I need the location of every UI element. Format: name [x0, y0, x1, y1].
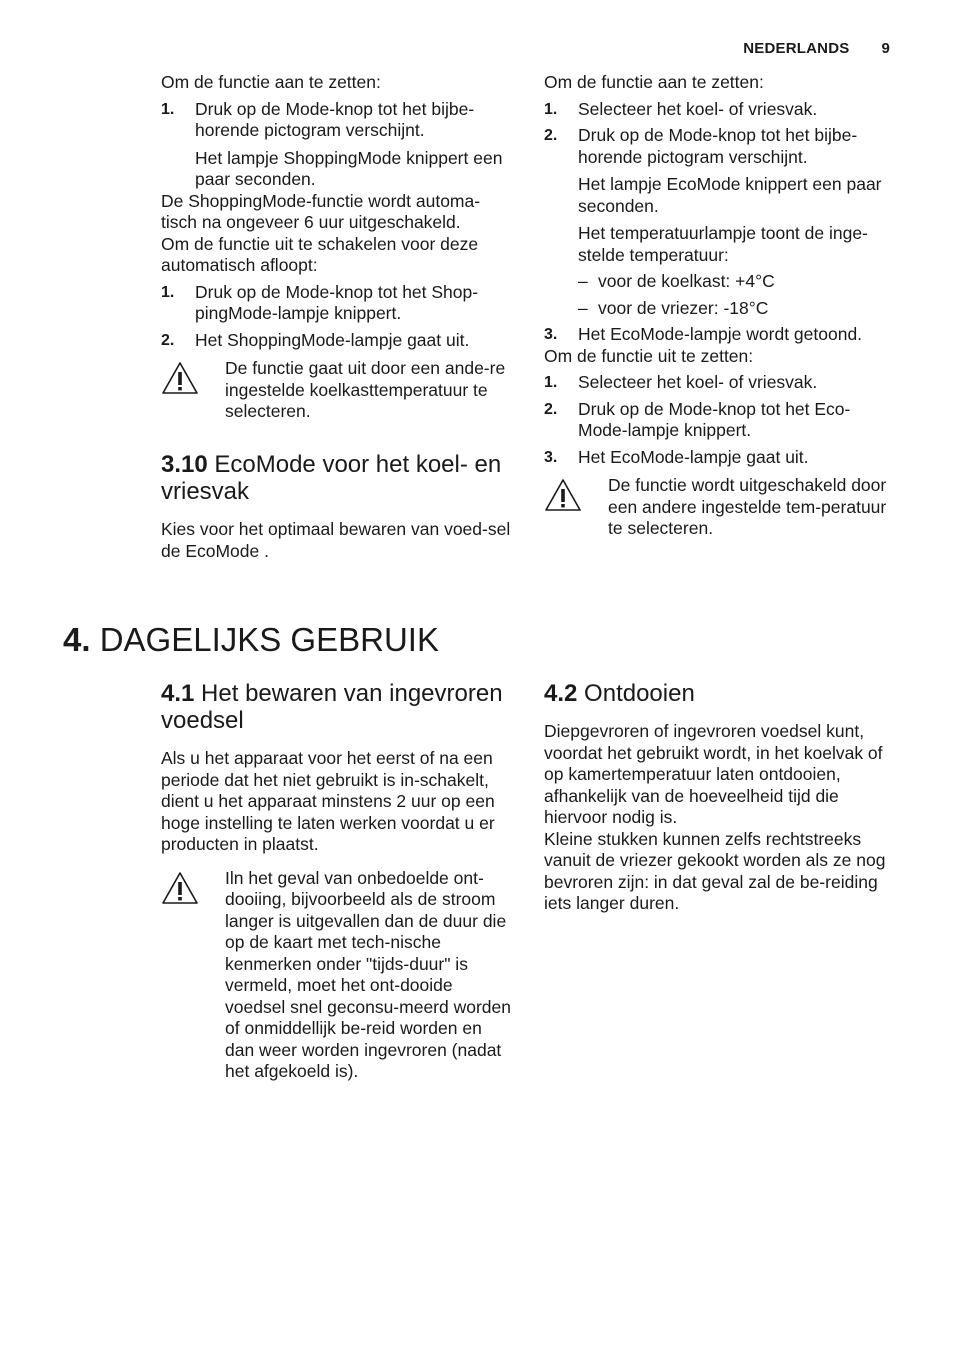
intro-on: Om de functie aan te zetten: [161, 72, 381, 92]
dash-item [544, 298, 894, 320]
step-text: Het EcoMode-lampje gaat uit. [578, 446, 809, 467]
list-item [161, 99, 513, 142]
dash-item [544, 271, 894, 293]
warning-text: De functie wordt uitgeschakeld door een andere ingestelde tem-peratuur te selecteren. [608, 475, 887, 538]
list-item [544, 324, 894, 346]
step-number: 3. [544, 448, 558, 466]
step-text: Druk op de Mode-knop tot het Eco-Mode-lampje knippert. [578, 398, 851, 440]
step-note: Het lampje ShoppingMode knippert een paar seconden. [195, 147, 503, 189]
step-number: 1. [544, 100, 558, 118]
section-number: 4.2 [544, 680, 578, 707]
dash-mark: – [578, 271, 588, 291]
section-heading [161, 680, 513, 734]
warning-icon [544, 475, 608, 540]
step-text: Selecteer het koel- of vriesvak. [578, 372, 818, 392]
left-top-column [161, 72, 513, 423]
section-title: Ontdooien [584, 680, 695, 707]
step-number: 3. [544, 326, 558, 343]
warning-box [544, 475, 894, 540]
step-text: Selecteer het koel- of vriesvak. [578, 98, 818, 119]
step-number: 1. [161, 283, 175, 301]
section-number: 3.10 [161, 451, 208, 478]
chapter-number: 4. [63, 621, 91, 658]
section-heading [544, 680, 894, 707]
intro-on: Om de functie aan te zetten: [544, 72, 764, 92]
step-number: 2. [544, 127, 558, 144]
step-number: 1. [161, 100, 175, 118]
list-item [544, 447, 894, 469]
dash-mark: – [578, 297, 588, 318]
section-title: Het bewaren van ingevroren voedsel [161, 680, 503, 734]
list-item [544, 399, 894, 442]
section-heading [161, 451, 513, 505]
section-3-10 [161, 451, 513, 562]
warning-icon [161, 358, 225, 423]
right-top-column [544, 72, 894, 540]
section-4-1 [161, 680, 513, 1083]
intro-off: Om de functie uit te schakelen voor deze automatisch afloopt: [161, 233, 479, 275]
warning-icon [161, 868, 225, 1083]
list-item [544, 125, 894, 168]
section-body: Als u het apparaat voor het eerst of na een periode dat het niet gebruikt is in-schakelt, dient u het apparaat minstens 2 uur op een hoge instelling te laten werken voordat u er producten in plaatst. [161, 748, 495, 854]
step-number: 2. [161, 331, 175, 349]
page-number: 9 [881, 40, 890, 57]
section-body: Diepgevroren of ingevroren voedsel kunt, voordat het gebruikt wordt, in het koelvak of op kamertemperatuur laten ontdooien, afhankelijk van de hoeveelheid tijd die hiervoor nodig is. [544, 721, 883, 827]
warning-text: Iln het geval van onbedoelde ont-dooiing, bijvoorbeeld als de stroom langer is uitgevallen dan de duur die op de kaart met tech-nische kenmerken onder "tijds-duur" is vermeld, moet het ont-dooide voedsel snel geconsu-meerd worden of onmiddellijk be-reid worden en dan weer worden ingevroren (nadat het afgekoeld is). [225, 867, 511, 1081]
chapter-title-text: DAGELIJKS GEBRUIK [99, 621, 439, 658]
dash-text: voor de koelkast: +4°C [598, 271, 775, 291]
page-header [743, 38, 890, 60]
step-text: Het ShoppingMode-lampje gaat uit. [195, 329, 470, 350]
step-note: Het temperatuurlampje toont de inge-stelde temperatuur: [578, 223, 868, 265]
list-item [161, 330, 513, 352]
section-body: Kleine stukken kunnen zelfs rechtstreeks vanuit de vriezer gekookt worden als ze nog bevroren zijn: in dat geval zal de be-reiding iets langer duren. [544, 828, 886, 913]
dash-text: voor de vriezer: -18°C [598, 297, 769, 318]
section-title: EcoMode voor het koel- en vriesvak [161, 451, 502, 505]
step-note: Het lampje EcoMode knippert een paar seconden. [578, 174, 882, 216]
auto-off-text: De ShoppingMode-functie wordt automa-tisch na ongeveer 6 uur uitgeschakeld. [161, 190, 481, 232]
warning-text: De functie gaat uit door een ande-re ingestelde koelkasttemperatuur te selecteren. [225, 358, 506, 421]
step-text: Druk op de Mode-knop tot het Shop-pingMode-lampje knippert. [195, 281, 479, 323]
section-number: 4.1 [161, 680, 195, 707]
chapter-title [63, 620, 439, 660]
step-number: 2. [544, 400, 558, 418]
list-item [544, 372, 894, 394]
step-number: 1. [544, 374, 558, 391]
header-language: NEDERLANDS [743, 40, 850, 57]
step-text: Het EcoMode-lampje wordt getoond. [578, 324, 863, 344]
warning-box [161, 868, 513, 1083]
section-body: Kies voor het optimaal bewaren van voed-sel de EcoMode . [161, 519, 511, 561]
warning-box [161, 358, 513, 423]
list-item [544, 99, 894, 121]
list-item [161, 282, 513, 325]
step-text: Druk op de Mode-knop tot het bijbe-horende pictogram verschijnt. [578, 125, 858, 167]
intro-off: Om de functie uit te zetten: [544, 345, 754, 366]
section-4-2 [544, 680, 894, 915]
step-text: Druk op de Mode-knop tot het bijbe-horende pictogram verschijnt. [195, 98, 475, 140]
